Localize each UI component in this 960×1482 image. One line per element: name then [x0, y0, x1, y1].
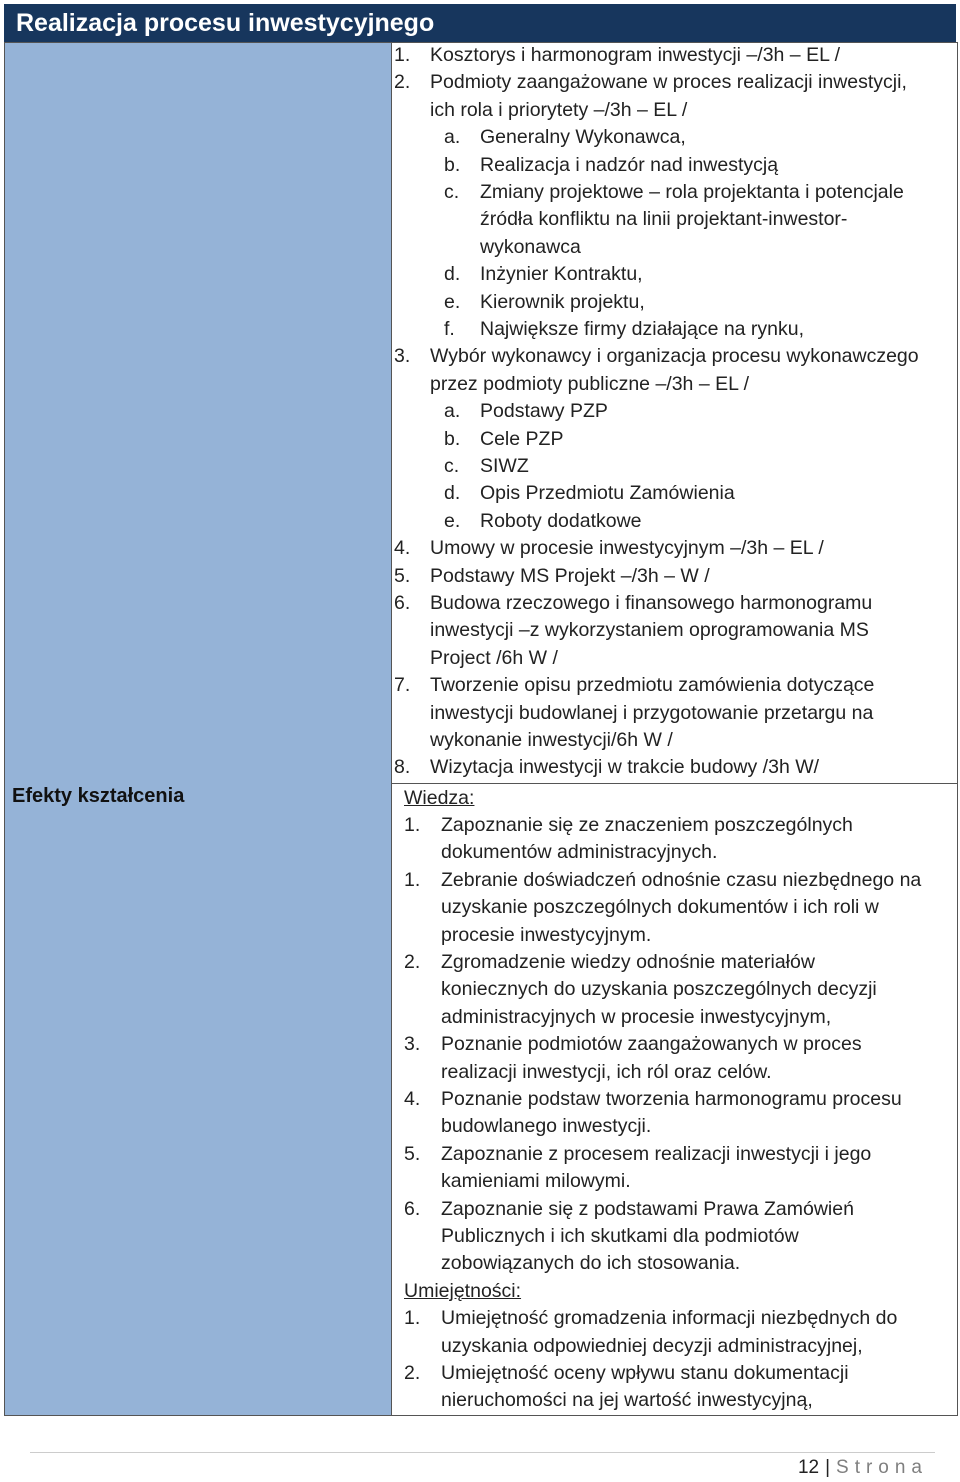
list-item-number: e.: [444, 290, 461, 313]
umiejetnosci-heading: Umiejętności:: [404, 1279, 522, 1302]
list-item-number: 3.: [394, 345, 411, 368]
list-item-text: Inżynier Kontraktu,: [480, 263, 643, 286]
page-footer: [798, 1457, 928, 1479]
footer-rule: [30, 1452, 935, 1453]
page-number: 12: [797, 1457, 820, 1478]
list-item-text: Podmioty zaangażowane w proces realizacji inwestycji,: [430, 71, 907, 94]
list-item-text: ich rola i priorytety –/3h – EL /: [430, 98, 688, 121]
list-item-number: 1.: [404, 868, 421, 891]
list-item-text: Opis Przedmiotu Zamówienia: [480, 482, 735, 505]
list-item-text: Poznanie podstaw tworzenia harmonogramu procesu: [441, 1088, 902, 1110]
list-item-number: b.: [444, 153, 461, 176]
wiedza-heading: Wiedza:: [404, 787, 475, 809]
list-item-number: c.: [444, 181, 460, 203]
list-item-text: koniecznych do uzyskania poszczególnych decyzji: [441, 978, 877, 1001]
list-item-number: 4.: [404, 1088, 421, 1110]
list-item-text: inwestycji –z wykorzystaniem oprogramowania MS: [430, 619, 869, 642]
list-item-number: 6.: [404, 1197, 421, 1220]
list-item-number: d.: [444, 263, 461, 286]
list-item-text: Kosztorys i harmonogram inwestycji –/3h – EL /: [430, 44, 841, 66]
list-item-number: 1.: [404, 814, 421, 836]
list-item-text: realizacji inwestycji, ich ról oraz celów.: [441, 1060, 772, 1083]
list-item-text: Podstawy PZP: [480, 400, 608, 423]
list-item-text: dokumentów administracyjnych.: [441, 841, 718, 864]
list-item-number: 5.: [404, 1142, 421, 1165]
list-item-text: Wizytacja inwestycji w trakcie budowy /3h W/: [430, 756, 820, 779]
list-item-text: Roboty dodatkowe: [480, 509, 642, 532]
list-item-text: Największe firmy działające na rynku,: [480, 318, 805, 340]
list-item-text: SIWZ: [480, 455, 529, 477]
list-item-text: uzyskania odpowiedniej decyzji administracyjnej,: [441, 1334, 863, 1357]
efekty-label: Efekty kształcenia: [12, 785, 185, 807]
list-item-text: zobowiązanych do ich stosowania.: [441, 1252, 741, 1275]
footer-separator: |: [825, 1457, 831, 1478]
list-item-text: Tworzenie opisu przedmiotu zamówienia dotyczące: [430, 674, 875, 697]
list-item-number: 1.: [404, 1307, 421, 1330]
list-item-text: nieruchomości na jej wartość inwestycyjną,: [441, 1389, 813, 1412]
list-item-text: Realizacja i nadzór nad inwestycją: [480, 153, 779, 176]
list-item-text: budowlanego inwestycji.: [441, 1115, 652, 1138]
list-item-text: przez podmioty publiczne –/3h – EL /: [430, 372, 750, 395]
list-item-text: Umiejętność oceny wpływu stanu dokumentacji: [441, 1362, 849, 1384]
list-item-number: a.: [444, 400, 461, 423]
list-item-number: 2.: [394, 71, 411, 94]
list-item-number: 2.: [404, 951, 421, 973]
list-item-number: d.: [444, 482, 461, 505]
list-item-text: uzyskanie poszczególnych dokumentów i ich roli w: [441, 896, 879, 919]
list-item-number: 1.: [394, 44, 411, 66]
list-item-number: c.: [444, 455, 460, 477]
page-label: Strona: [836, 1457, 928, 1478]
list-item-number: 5.: [394, 564, 411, 587]
list-item-text: Zebranie doświadczeń odnośnie czasu niezbędnego na: [441, 868, 922, 891]
list-item-text: Zgromadzenie wiedzy odnośnie materiałów: [441, 951, 815, 973]
list-item-text: Budowa rzeczowego i finansowego harmonogramu: [430, 592, 873, 614]
left-label-column: [4, 42, 392, 1416]
list-item-text: Wybór wykonawcy i organizacja procesu wykonawczego: [430, 345, 919, 368]
list-item-number: 3.: [404, 1033, 421, 1056]
list-item-text: administracyjnych w procesie inwestycyjnym,: [441, 1005, 832, 1028]
list-item-text: Zapoznanie się ze znaczeniem poszczególnych: [441, 814, 853, 836]
list-item-text: wykonawca: [480, 235, 581, 258]
list-item-text: kamieniami milowymi.: [441, 1170, 631, 1193]
list-item-text: Zapoznanie z procesem realizacji inwestycji i jego: [441, 1142, 872, 1165]
list-item-number: 2.: [404, 1362, 421, 1384]
list-item-number: 4.: [394, 537, 411, 560]
list-item-text: inwestycji budowlanej i przygotowanie przetargu na: [430, 701, 874, 724]
list-item-text: Cele PZP: [480, 427, 564, 450]
list-item-text: Generalny Wykonawca,: [480, 126, 686, 149]
list-item-text: Kierownik projektu,: [480, 290, 645, 313]
list-item-text: Zapoznanie się z podstawami Prawa Zamówień: [441, 1197, 854, 1220]
list-item-number: 7.: [394, 674, 411, 697]
list-item-number: 8.: [394, 756, 411, 779]
list-item-text: Umiejętność gromadzenia informacji niezbędnych do: [441, 1307, 898, 1330]
list-item-number: f.: [444, 318, 455, 340]
list-item-number: b.: [444, 427, 461, 450]
section-title: Realizacja procesu inwestycyjnego: [4, 4, 956, 42]
list-item-text: Umowy w procesie inwestycyjnym –/3h – EL /: [430, 537, 824, 560]
list-item-text: Zmiany projektowe – rola projektanta i potencjale: [480, 181, 904, 203]
list-item-text: Publicznych i ich skutkami dla podmiotów: [441, 1225, 799, 1247]
list-item-text: Poznanie podmiotów zaangażowanych w proces: [441, 1033, 862, 1056]
list-item-text: procesie inwestycyjnym.: [441, 923, 652, 946]
list-item-text: źródła konfliktu na linii projektant-inwestor-: [480, 208, 848, 231]
list-item-number: 6.: [394, 592, 411, 614]
list-item-number: a.: [444, 126, 461, 149]
list-item-text: Podstawy MS Projekt –/3h – W /: [430, 564, 710, 587]
list-item-text: Project /6h W /: [430, 646, 558, 669]
list-item-number: e.: [444, 509, 461, 532]
list-item-text: wykonanie inwestycji/6h W /: [430, 729, 673, 751]
